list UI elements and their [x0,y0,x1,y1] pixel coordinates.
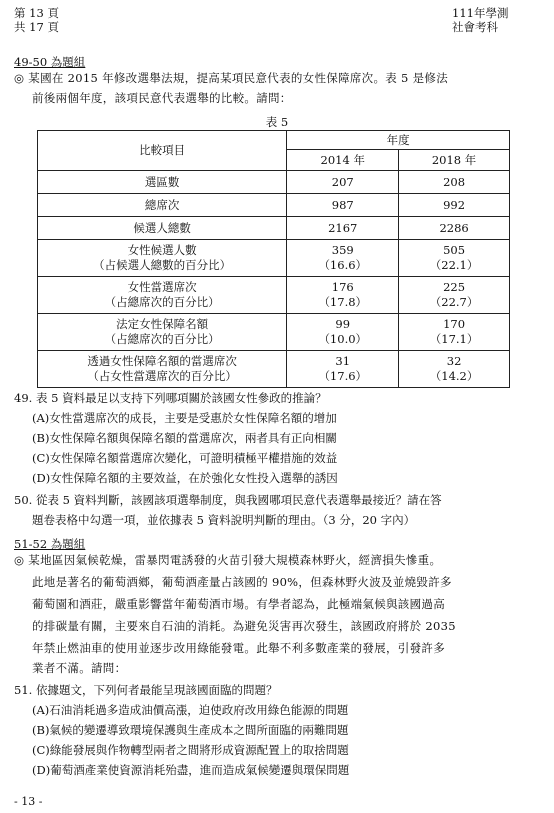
cell-2018 [399,351,510,388]
comparison-table [37,130,510,388]
row-label: 透過女性保障名額的當選席次 [87,354,237,368]
cell-percent: （16.6） [318,258,368,272]
row-label: 總席次 [38,194,287,217]
row-label: 候選人總數 [38,217,287,240]
cell-value: 99 [335,317,351,331]
row-label: 女性候選人數 [127,243,197,257]
cell-2014 [287,240,399,277]
table-header-item: 比較項目 [38,131,287,171]
cell-2018 [399,277,510,314]
question-group-title: 51-52 為題組 [14,537,86,551]
page-footer-number: - 13 - [14,795,43,808]
cell-percent: （22.7） [429,295,479,309]
question-50-line: 題卷表格中勾選一項，並依據表 5 資料說明判斷的理由。（3 分，20 字內） [32,513,416,527]
row-sublabel: （占總席次的百分比） [104,295,220,309]
subject-name: 社會考科 [452,20,498,34]
cell-percent: （22.1） [429,258,479,272]
group-intro-line: 業者不滿。請問： [32,661,127,675]
cell-value: 31 [335,354,351,368]
table-row [38,277,510,314]
group-intro-line: 葡萄園和酒莊，嚴重影響當年葡萄酒市場。有學者認為，此極端氣候與該國過高 [32,597,445,611]
cell-value: 176 [331,280,354,294]
table-header-2018: 2018 年 [399,150,510,171]
cell-value: 505 [443,243,466,257]
row-label: 選區數 [38,171,287,194]
option-d: (D)葡萄酒產業使資源消耗殆盡，進而造成氣候變遷與環保問題 [32,763,350,777]
option-b: (B)女性保障名額與保障名額的當選席次，兩者具有正向相關 [32,431,337,445]
cell-2014: 207 [287,171,399,194]
group-intro-line: 此地是著名的葡萄酒鄉，葡萄酒產量占該國的 90%，但森林野火波及並燒毀許多 [32,575,452,589]
table-row [38,194,510,217]
table-row [38,171,510,194]
option-a: (A)女性當選席次的成長，主要是受惠於女性保障名額的增加 [32,411,337,425]
option-c: (C)綠能發展與作物轉型兩者之間將形成資源配置上的取捨問題 [32,743,349,757]
row-label-cell [38,351,287,388]
cell-percent: （17.1） [429,332,479,346]
question-49-stem: 49. 表 5 資料最足以支持下列哪項關於該國女性參政的推論？ [14,391,327,405]
row-sublabel: （占候選人總數的百分比） [93,258,232,272]
group-intro-line: 年禁止燃油車的使用並逐步改用綠能發電。此舉不利多數產業的發展，引發許多 [32,641,445,655]
cell-2018 [399,314,510,351]
group-intro-line: 前後兩個年度，該項民意代表選舉的比較。請問： [32,91,292,105]
cell-percent: （10.0） [318,332,368,346]
cell-percent: （14.2） [429,369,479,383]
row-label: 法定女性保障名額 [116,317,209,331]
cell-2018: 992 [399,194,510,217]
option-c: (C)女性保障名額當選席次變化，可證明積極平權措施的效益 [32,451,338,465]
table-row [38,314,510,351]
option-b: (B)氣候的變遷導致環境保護與生產成本之間所面臨的兩難問題 [32,723,349,737]
cell-value: 170 [443,317,466,331]
cell-2014: 2167 [287,217,399,240]
cell-2014: 987 [287,194,399,217]
question-50-line: 50. 從表 5 資料判斷，該國該項選舉制度，與我國哪項民意代表選舉最接近？請在答 [14,493,442,507]
group-intro-line: 的排碳量有關，主要來自石油的消耗。為避免災害再次發生，該國政府將於 2035 [32,619,456,633]
table-row [38,240,510,277]
question-group-title: 49-50 為題組 [14,55,86,69]
option-a: (A)石油消耗過多造成油價高漲，迫使政府改用綠色能源的問題 [32,703,349,717]
table-header-year: 年度 [287,131,510,150]
cell-2018: 208 [399,171,510,194]
table-row [38,351,510,388]
group-intro-line: ◎ 某地區因氣候乾燥，雷暴閃電誘發的火苗引發大規模森林野火，經濟損失慘重。 [14,553,442,567]
row-label-cell [38,240,287,277]
table-header-2014: 2014 年 [287,150,399,171]
question-51-stem: 51. 依據題文，下列何者最能呈現該國面臨的問題？ [14,683,278,697]
cell-value: 225 [443,280,466,294]
table-row [38,217,510,240]
exam-title: 111年學測 [452,6,509,20]
cell-2018: 2286 [399,217,510,240]
cell-percent: （17.6） [318,369,368,383]
page-number: 第 13 頁 [14,6,59,20]
total-pages: 共 17 頁 [14,20,59,34]
cell-2018 [399,240,510,277]
row-label-cell [38,277,287,314]
cell-value: 32 [446,354,462,368]
table-caption: 表 5 [265,115,289,129]
group-intro-line: ◎ 某國在 2015 年修改選舉法規，提高某項民意代表的女性保障席次。表 5 是修法 [14,71,448,85]
row-sublabel: （占女性當選席次的百分比） [87,369,237,383]
row-sublabel: （占總席次的百分比） [104,332,220,346]
cell-2014 [287,351,399,388]
cell-2014 [287,314,399,351]
row-label-cell [38,314,287,351]
row-label: 女性當選席次 [127,280,197,294]
cell-2014 [287,277,399,314]
cell-percent: （17.8） [318,295,368,309]
option-d: (D)女性保障名額的主要效益，在於強化女性投入選舉的誘因 [32,471,338,485]
cell-value: 359 [331,243,354,257]
